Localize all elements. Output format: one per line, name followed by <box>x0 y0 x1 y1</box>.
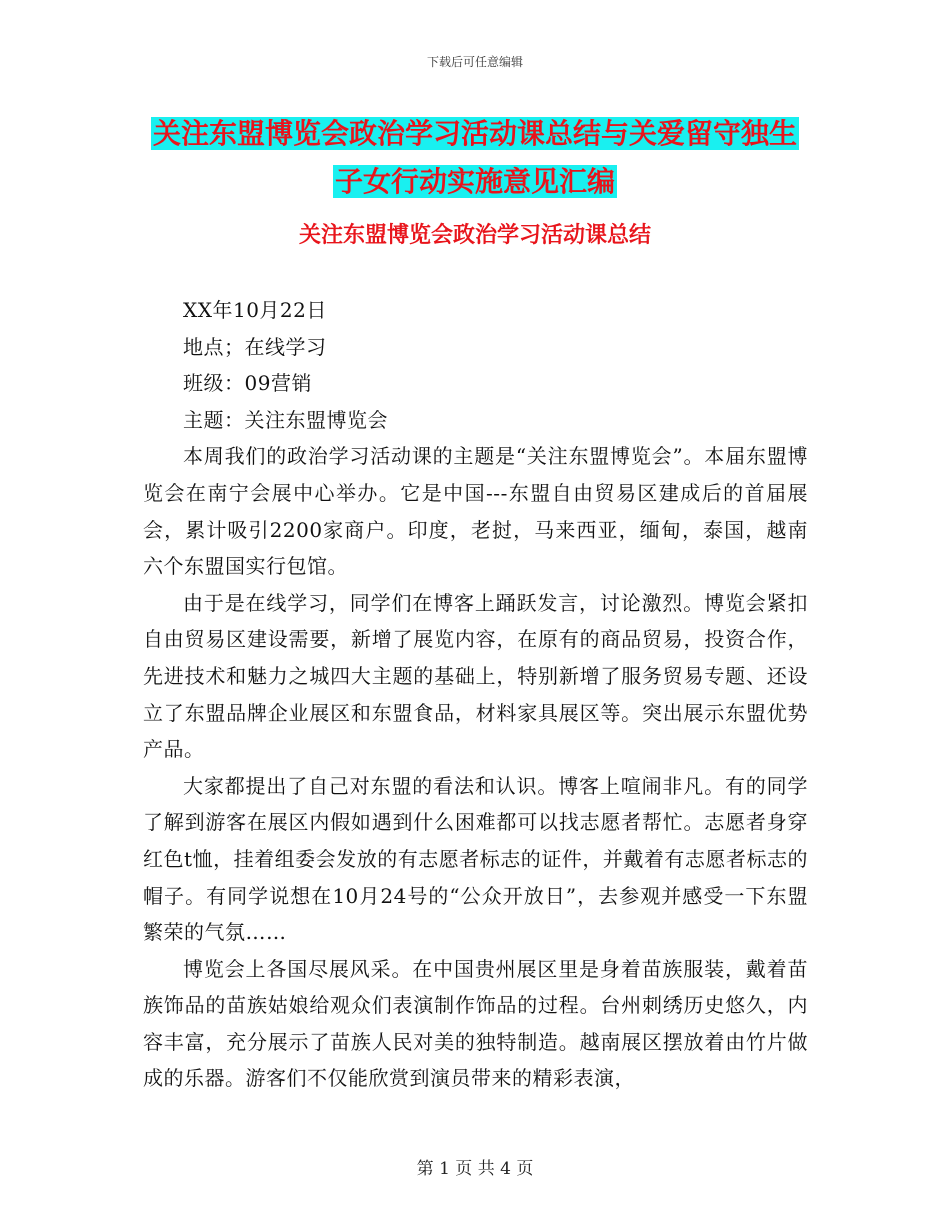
body-paragraph: 由于是在线学习，同学们在博客上踊跃发言，讨论激烈。博览会紧扣自由贸易区建设需要，新增了展览内容，在原有的商品贸易，投资合作，先进技术和魅力之城四大主题的基础上，特别新增了服务贸易专题、还设立了东盟品牌企业展区和东盟食品，材料家具展区等。突出展示东盟优势产品。 <box>143 590 808 762</box>
body-paragraph: 本周我们的政治学习活动课的主题是“关注东盟博览会”。本届东盟博览会在南宁会展中心举办。它是中国---东盟自由贸易区建成后的首届展会，累计吸引2200家商户。印度，老挝，马来西亚，缅甸，泰国，越南六个东盟国实行包馆。 <box>143 444 808 579</box>
body-paragraph: 博览会上各国尽展风采。在中国贵州展区里是身着苗族服装，戴着苗族饰品的苗族姑娘给观众们表演制作饰品的过程。台州刺绣历史悠久，内容丰富，充分展示了苗族人民对美的独特制造。越南展区摆放着由竹片做成的乐器。游客们不仅能欣赏到演员带来的精彩表演， <box>143 956 808 1091</box>
document-title-line-2: 子女行动实施意见汇编 <box>334 165 615 198</box>
body-paragraph: 大家都提出了自己对东盟的看法和认识。博客上喧闹非凡。有的同学了解到游客在展区内假如遇到什么困难都可以找志愿者帮忙。志愿者身穿红色t恤，挂着组委会发放的有志愿者标志的证件，并戴着有志愿者标志的帽子。有同学说想在10月24号的“公众开放日”，去参观并感受一下东盟繁荣的气氛…… <box>143 773 808 945</box>
document-title <box>145 110 805 206</box>
meta-location: 地点；在线学习 <box>183 334 327 359</box>
meta-class: 班级：09营销 <box>183 371 312 396</box>
meta-topic: 主题：关注东盟博览会 <box>183 407 388 432</box>
page-number-footer: 第 1 页 共 4 页 <box>416 1159 534 1179</box>
page-header-note: 下载后可任意编辑 <box>426 55 523 69</box>
document-body <box>143 292 808 1097</box>
document-title-line-1: 关注东盟博览会政治学习活动课总结与关爱留守独生 <box>152 117 797 150</box>
section-title: 关注东盟博览会政治学习活动课总结 <box>298 223 651 248</box>
meta-date: XX年10月22日 <box>183 298 327 322</box>
